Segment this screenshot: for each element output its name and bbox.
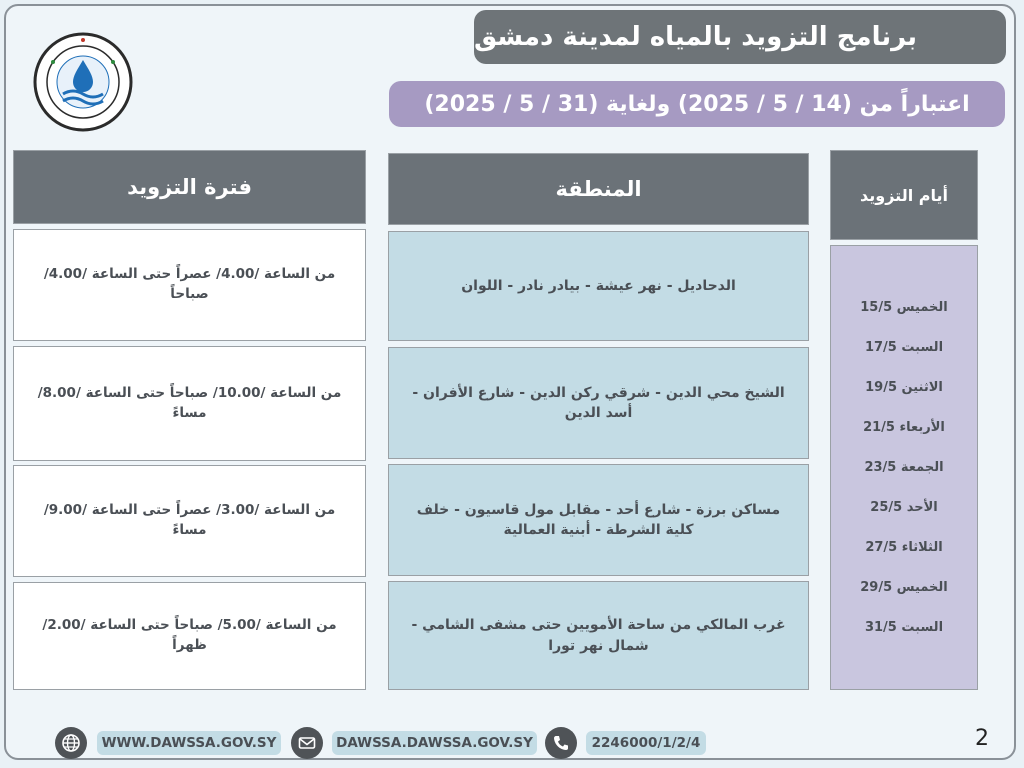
page-number: 2 <box>975 726 989 751</box>
area-cell: الشيخ محي الدين - شرقي ركن الدين - شارع الأفران - أسد الدين <box>388 347 809 459</box>
page-title: برنامج التزويد بالمياه لمدينة دمشق <box>474 10 1006 64</box>
header-area: المنطقة <box>388 153 809 225</box>
period-cell: من الساعة /4.00/ عصراً حتى الساعة /4.00/ صباحاً <box>13 229 366 341</box>
date-range-subtitle: اعتباراً من (14 / 5 / 2025) ولغاية (31 / 5 / 2025) <box>389 81 1005 127</box>
supply-day: الخميس 15/5 <box>860 300 948 315</box>
email-link[interactable]: DAWSSA.DAWSSA.GOV.SY <box>332 731 537 755</box>
water-drop-emblem-icon <box>33 32 133 132</box>
header-supply-days: أيام التزويد <box>830 150 978 240</box>
phone-number[interactable]: 2246000/1/2/4 <box>586 731 706 755</box>
supply-days-list <box>830 245 978 690</box>
phone-icon <box>545 727 577 759</box>
supply-day: الجمعة 23/5 <box>864 460 944 475</box>
supply-day: الثلاثاء 27/5 <box>865 540 943 555</box>
header-supply-period: فترة التزويد <box>13 150 366 224</box>
period-cell: من الساعة /5.00/ صباحاً حتى الساعة /2.00/ ظهراً <box>13 582 366 690</box>
supply-day: الخميس 29/5 <box>860 580 948 595</box>
supply-day: السبت 17/5 <box>864 340 944 355</box>
area-cell: الدحاديل - نهر عيشة - بيادر نادر - اللوان <box>388 231 809 341</box>
period-cell: من الساعة /10.00/ صباحاً حتى الساعة /8.00/ مساءً <box>13 346 366 461</box>
mail-icon <box>291 727 323 759</box>
period-cell: من الساعة /3.00/ عصراً حتى الساعة /9.00/ مساءً <box>13 465 366 577</box>
supply-day: السبت 31/5 <box>864 620 944 635</box>
website-link[interactable]: WWW.DAWSSA.GOV.SY <box>97 731 281 755</box>
supply-day: الأحد 25/5 <box>870 500 938 515</box>
supply-day: الأربعاء 21/5 <box>863 420 945 435</box>
supply-day: الاثنين 19/5 <box>865 380 943 395</box>
globe-icon <box>55 727 87 759</box>
area-cell: مساكن برزة - شارع أحد - مقابل مول قاسيون - خلف كلية الشرطة - أبنية العمالية <box>388 464 809 576</box>
organization-logo <box>33 32 133 132</box>
area-cell: غرب المالكي من ساحة الأمويين حتى مشفى الشامي - شمال نهر تورا <box>388 581 809 690</box>
